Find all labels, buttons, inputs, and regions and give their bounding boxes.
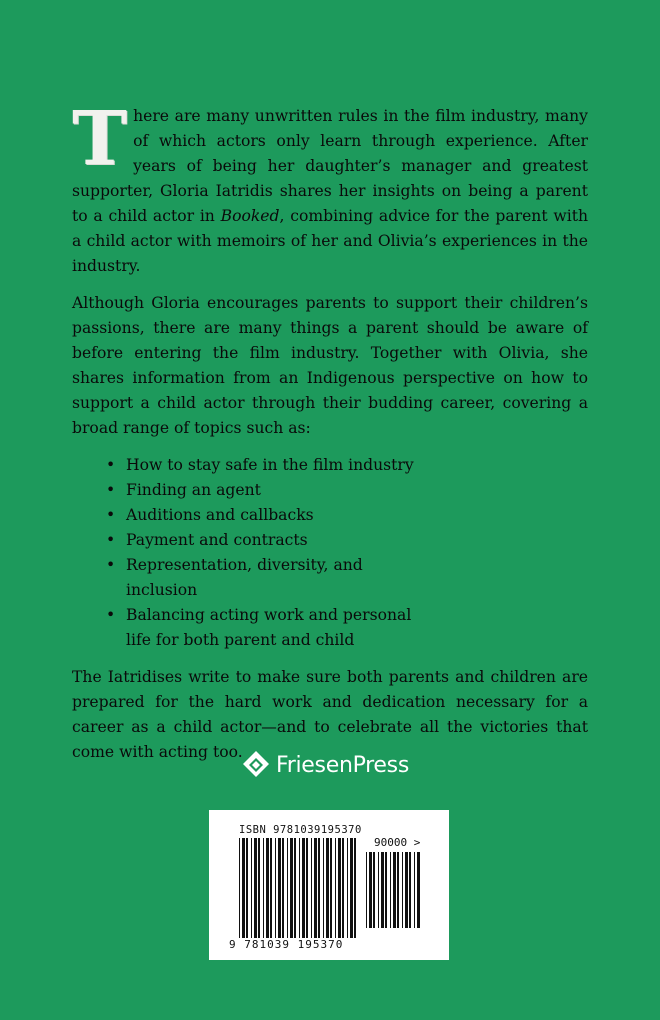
- list-item: • Balancing acting work and personal life for both parent and child: [126, 603, 426, 653]
- barcode-bar: [417, 852, 420, 928]
- intro-text: here are many unwritten rules in the film industry, many of which actors only learn through experience. After years of being her daughter’s manager and greatest supporter, Gloria Iatridis shares her insights on being a parent to a child actor in: [72, 107, 588, 225]
- topics-list: [72, 453, 588, 653]
- barcode-bar: [314, 838, 317, 938]
- list-item: • Representation, diversity, and inclusion: [126, 553, 426, 603]
- publisher-name: FriesenPress: [276, 752, 409, 778]
- barcode-bar: [266, 838, 269, 938]
- list-item: • Payment and contracts: [126, 528, 426, 553]
- drop-cap: T: [72, 96, 128, 182]
- barcode-bar: [342, 838, 344, 938]
- list-item: • How to stay safe in the film industry: [126, 453, 426, 478]
- barcode-bar: [397, 852, 399, 928]
- barcode-bar: [270, 838, 272, 938]
- barcode-bar: [287, 838, 288, 938]
- barcode-bar: [246, 838, 248, 938]
- isbn-label: ISBN 9781039195370: [239, 824, 362, 836]
- list-item: • Auditions and callbacks: [126, 503, 426, 528]
- barcode-bar: [263, 838, 264, 938]
- barcode-bar: [326, 838, 329, 938]
- barcode-bar: [302, 838, 305, 938]
- barcode-bar: [282, 838, 284, 938]
- barcode-bar: [393, 852, 396, 928]
- barcode-bar: [350, 838, 353, 938]
- barcode-bar: [414, 852, 415, 928]
- barcode-bar: [323, 838, 324, 938]
- intro-text-end: , combining advice for the parent with a child actor with memoirs of her and Olivia’s experiences in the industry.: [72, 207, 588, 275]
- barcode-bar: [318, 838, 320, 938]
- barcode-bar: [330, 838, 332, 938]
- list-item: • Finding an agent: [126, 478, 426, 503]
- barcode-bar: [338, 838, 341, 938]
- isbn-digits: 9 781039 195370: [229, 938, 344, 951]
- barcode-bar: [366, 852, 367, 928]
- barcode-bar: [251, 838, 252, 938]
- barcode-bar: [381, 852, 384, 928]
- barcode-bar: [278, 838, 281, 938]
- barcode-bar: [242, 838, 245, 938]
- barcode-panel: [209, 810, 449, 960]
- diamond-logo-icon: [242, 750, 270, 780]
- barcode-bar: [402, 852, 403, 928]
- barcode-bar: [275, 838, 276, 938]
- publisher-logo: [242, 748, 409, 782]
- topics-intro-paragraph: Although Gloria encourages parents to support their children’s passions, there are many things a parent should be aware of before entering the film industry. Together with Olivia, she shares information from an Indigenous perspective on how to support a child actor through their budding career, covering a broad range of topics such as:: [72, 294, 588, 437]
- barcode-bar: [335, 838, 336, 938]
- barcode-bar: [258, 838, 260, 938]
- book-title: Booked: [220, 207, 280, 225]
- barcode-bar: [306, 838, 308, 938]
- barcode-bar: [290, 838, 293, 938]
- closing-paragraph: The Iatridises write to make sure both parents and children are prepared for the hard work and dedication necessary for a career as a child actor—and to celebrate all the victories that come with acting too.: [72, 668, 588, 761]
- barcode-bar: [369, 852, 372, 928]
- barcode-bar: [311, 838, 312, 938]
- barcode-bar: [385, 852, 387, 928]
- barcode-bar: [299, 838, 300, 938]
- back-cover-blurb: [72, 96, 588, 777]
- barcode-bar: [347, 838, 348, 938]
- barcode-bar: [254, 838, 257, 938]
- barcode-bar: [378, 852, 379, 928]
- barcode-bar: [354, 838, 356, 938]
- barcode-bar: [390, 852, 391, 928]
- barcode-bar: [294, 838, 296, 938]
- barcode-bar: [405, 852, 408, 928]
- intro-paragraph: [72, 96, 588, 279]
- price-code: 90000 >: [374, 836, 421, 849]
- barcode-bar: [239, 838, 240, 938]
- barcode-bar: [373, 852, 375, 928]
- barcode-bar: [409, 852, 411, 928]
